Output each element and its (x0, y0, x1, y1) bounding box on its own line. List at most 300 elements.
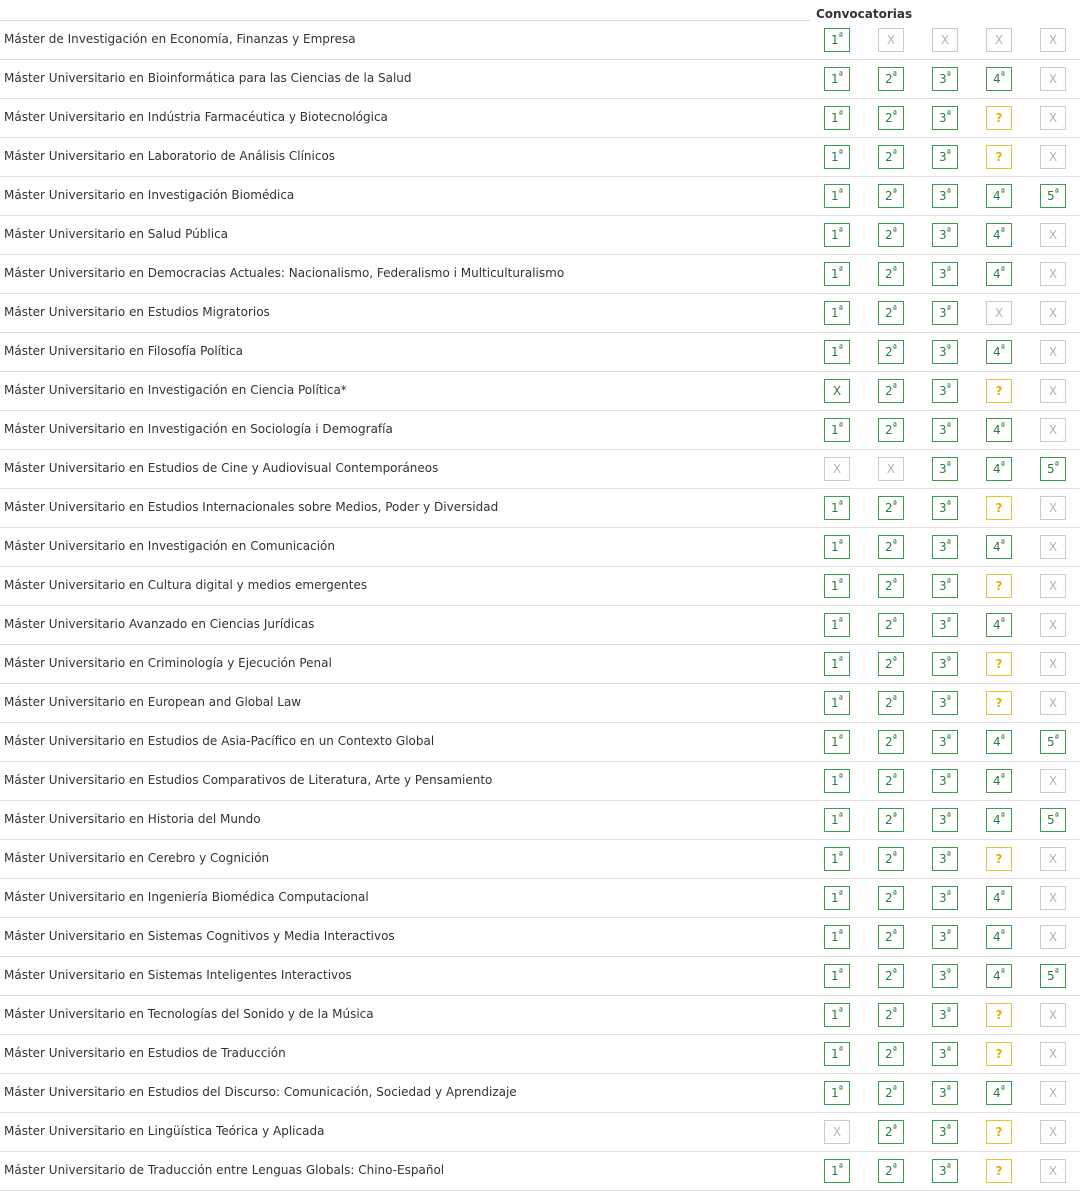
ordinal-suffix: ª (838, 344, 843, 354)
convocatoria-badge-ok: $1^ª$ (824, 613, 850, 637)
ordinal-suffix: ª (1000, 773, 1005, 783)
convocatoria-badge-none: X (1040, 1081, 1066, 1105)
convocatoria-cell (864, 294, 918, 333)
convocatoria-badge-pending: ? (986, 1003, 1012, 1027)
convocatoria-badge-ok: $2^ª$ (878, 730, 904, 754)
convocatoria-badge-pending: ? (986, 106, 1012, 130)
convocatoria-badge-none: X (1040, 340, 1066, 364)
ordinal-suffix: ª (838, 968, 843, 978)
table-row (0, 333, 1080, 372)
convocatoria-cell (864, 489, 918, 528)
convocatoria-cell (918, 372, 972, 411)
program-name: Máster Universitario en Cerebro y Cognición (0, 840, 810, 879)
ordinal-suffix: ª (946, 851, 951, 861)
ordinal-suffix: ª (892, 188, 897, 198)
convocatoria-cell (864, 216, 918, 255)
convocatoria-cell (1026, 801, 1080, 840)
ordinal-suffix: ª (946, 110, 951, 120)
convocatoria-badge-none: X (932, 28, 958, 52)
ordinal-suffix: ª (946, 266, 951, 276)
table-row (0, 99, 1080, 138)
convocatoria-badge-none: X (1040, 847, 1066, 871)
ordinal-suffix: ª (1000, 929, 1005, 939)
ordinal-suffix: ª (892, 110, 897, 120)
convocatoria-cell (918, 840, 972, 879)
convocatoria-cell (1026, 450, 1080, 489)
convocatoria-cell (810, 801, 864, 840)
convocatoria-badge-none: X (878, 457, 904, 481)
convocatoria-cell (1026, 294, 1080, 333)
program-name: Máster Universitario en Estudios Migratorios (0, 294, 810, 333)
ordinal-suffix: ª (838, 929, 843, 939)
convocatoria-badge-ok: $1^ª$ (824, 1081, 850, 1105)
convocatoria-cell (864, 1074, 918, 1113)
convocatoria-badge-ok: $3^ª$ (932, 769, 958, 793)
program-name: Máster Universitario en Investigación Biomédica (0, 177, 810, 216)
convocatoria-badge-ok: $2^ª$ (878, 964, 904, 988)
convocatoria-badge-ok: $3^ª$ (932, 418, 958, 442)
ordinal-suffix: ª (838, 851, 843, 861)
convocatoria-cell (918, 411, 972, 450)
ordinal-suffix: ª (838, 1007, 843, 1017)
table-row (0, 294, 1080, 333)
convocatoria-cell (972, 294, 1026, 333)
table-row (0, 840, 1080, 879)
convocatoria-badge-none: X (1040, 769, 1066, 793)
convocatoria-badge-ok: $1^ª$ (824, 691, 850, 715)
convocatoria-cell (810, 489, 864, 528)
convocatoria-cell (810, 21, 864, 60)
ordinal-suffix: ª (838, 1085, 843, 1095)
program-name: Máster Universitario en Estudios de Traducción (0, 1035, 810, 1074)
ordinal-suffix: ª (892, 344, 897, 354)
convocatoria-cell (810, 99, 864, 138)
convocatoria-cell (918, 801, 972, 840)
convocatoria-badge-ok: $4^ª$ (986, 535, 1012, 559)
ordinal-suffix: ª (838, 149, 843, 159)
convocatoria-cell (864, 645, 918, 684)
convocatoria-badge-ok: $1^ª$ (824, 67, 850, 91)
convocatoria-badge-ok: $1^ª$ (824, 652, 850, 676)
ordinal-suffix: ª (1000, 266, 1005, 276)
ordinal-suffix: ª (838, 227, 843, 237)
convocatoria-cell (972, 996, 1026, 1035)
convocatoria-cell (972, 489, 1026, 528)
convocatoria-badge-pending: ? (986, 145, 1012, 169)
ordinal-suffix: ª (946, 539, 951, 549)
ordinal-suffix: ª (892, 539, 897, 549)
convocatoria-badge-ok: $1^ª$ (824, 106, 850, 130)
convocatoria-cell (810, 60, 864, 99)
ordinal-suffix: ª (892, 890, 897, 900)
convocatoria-cell (864, 177, 918, 216)
convocatoria-cell (864, 528, 918, 567)
program-name: Máster Universitario en Democracias Actuales: Nacionalismo, Federalismo i Multiculturalismo (0, 255, 810, 294)
convocatoria-badge-ok: $2^ª$ (878, 808, 904, 832)
convocatoria-cell (972, 177, 1026, 216)
program-name: Máster Universitario en Tecnologías del Sonido y de la Música (0, 996, 810, 1035)
table-row (0, 645, 1080, 684)
ordinal-suffix: ª (892, 305, 897, 315)
convocatoria-badge-ok: $2^ª$ (878, 535, 904, 559)
ordinal-suffix: ª (1000, 344, 1005, 354)
convocatoria-cell (918, 1035, 972, 1074)
convocatoria-cell (1026, 372, 1080, 411)
convocatoria-badge-ok: $1^ª$ (824, 964, 850, 988)
convocatoria-badge-ok: $1^ª$ (824, 847, 850, 871)
table-row (0, 216, 1080, 255)
convocatoria-badge-ok: $2^ª$ (878, 418, 904, 442)
convocatoria-cell (864, 879, 918, 918)
ordinal-suffix: ª (892, 1007, 897, 1017)
program-name: Máster Universitario en Investigación en Ciencia Política* (0, 372, 810, 411)
convocatoria-cell (1026, 1035, 1080, 1074)
ordinal-suffix: ª (892, 773, 897, 783)
convocatoria-cell (972, 333, 1026, 372)
convocatoria-badge-ok: $2^ª$ (878, 1081, 904, 1105)
convocatoria-badge-none: X (1040, 418, 1066, 442)
convocatoria-cell (972, 138, 1026, 177)
ordinal-suffix: ª (838, 1046, 843, 1056)
convocatoria-badge-ok: $4^ª$ (986, 613, 1012, 637)
table-row (0, 957, 1080, 996)
convocatoria-badge-none: X (1040, 535, 1066, 559)
ordinal-suffix: ª (892, 1046, 897, 1056)
table-row (0, 21, 1080, 60)
ordinal-suffix: ª (838, 110, 843, 120)
table-row (0, 60, 1080, 99)
convocatoria-badge-ok: $2^ª$ (878, 1120, 904, 1144)
convocatoria-cell (918, 294, 972, 333)
convocatoria-badge-none: X (824, 457, 850, 481)
table-row (0, 177, 1080, 216)
convocatoria-badge-none: X (1040, 925, 1066, 949)
convocatoria-badge-none: X (1040, 106, 1066, 130)
convocatoria-badge-ok: $2^ª$ (878, 379, 904, 403)
convocatoria-badge-ok: $1^ª$ (824, 925, 850, 949)
convocatoria-cell (918, 216, 972, 255)
ordinal-suffix: ª (946, 773, 951, 783)
convocatoria-cell (1026, 918, 1080, 957)
ordinal-suffix: ª (1054, 461, 1059, 471)
table-row (0, 723, 1080, 762)
convocatoria-badge-ok: $3^ª$ (932, 184, 958, 208)
ordinal-suffix: ª (946, 344, 951, 354)
convocatoria-cell (810, 996, 864, 1035)
convocatoria-badge-ok: $3^ª$ (932, 613, 958, 637)
convocatoria-badge-none: X (986, 28, 1012, 52)
convocatoria-cell (1026, 1152, 1080, 1191)
ordinal-suffix: ª (838, 1163, 843, 1173)
convocatoria-badge-none: X (878, 28, 904, 52)
table-row (0, 801, 1080, 840)
ordinal-suffix: ª (838, 188, 843, 198)
convocatoria-cell (918, 723, 972, 762)
table-row (0, 411, 1080, 450)
convocatoria-cell (864, 372, 918, 411)
convocatoria-badge-ok: $1^ª$ (824, 574, 850, 598)
convocatoria-badge-none: X (1040, 379, 1066, 403)
convocatoria-badge-ok: $4^ª$ (986, 769, 1012, 793)
ordinal-suffix: ª (1000, 422, 1005, 432)
program-name: Máster Universitario en Filosofía Política (0, 333, 810, 372)
convocatoria-cell (810, 645, 864, 684)
ordinal-suffix: ª (892, 266, 897, 276)
convocatoria-badge-none: X (1040, 1120, 1066, 1144)
ordinal-suffix: ª (1054, 734, 1059, 744)
ordinal-suffix: ª (946, 149, 951, 159)
convocatoria-badge-ok: $2^ª$ (878, 847, 904, 871)
convocatoria-cell (864, 918, 918, 957)
ordinal-suffix: ª (1000, 968, 1005, 978)
convocatoria-cell (864, 21, 918, 60)
convocatoria-cell (972, 567, 1026, 606)
program-name: Máster Universitario en Sistemas Inteligentes Interactivos (0, 957, 810, 996)
convocatoria-cell (1026, 255, 1080, 294)
convocatoria-badge-ok: $2^ª$ (878, 886, 904, 910)
convocatoria-badge-ok: $2^ª$ (878, 496, 904, 520)
convocatoria-cell (972, 606, 1026, 645)
ordinal-suffix: ª (838, 422, 843, 432)
convocatoria-cell (972, 840, 1026, 879)
program-name: Máster Universitario en Cultura digital y medios emergentes (0, 567, 810, 606)
ordinal-suffix: ª (838, 812, 843, 822)
convocatoria-cell (1026, 99, 1080, 138)
ordinal-suffix: ª (946, 1124, 951, 1134)
convocatoria-cell (864, 411, 918, 450)
convocatoria-badge-ok: $3^ª$ (932, 925, 958, 949)
convocatoria-badge-ok: X (824, 379, 850, 403)
convocatoria-cell (1026, 723, 1080, 762)
program-name: Máster Universitario en Estudios del Discurso: Comunicación, Sociedad y Aprendizaje (0, 1074, 810, 1113)
convocatoria-badge-ok: $1^ª$ (824, 418, 850, 442)
convocatoria-badge-none: X (1040, 262, 1066, 286)
table-row (0, 684, 1080, 723)
convocatoria-badge-ok: $2^ª$ (878, 925, 904, 949)
convocatoria-cell (972, 645, 1026, 684)
ordinal-suffix: ª (892, 1163, 897, 1173)
convocatoria-badge-ok: $2^ª$ (878, 1042, 904, 1066)
convocatoria-cell (810, 450, 864, 489)
convocatoria-badge-ok: $4^ª$ (986, 340, 1012, 364)
convocatoria-cell (810, 879, 864, 918)
convocatoria-cell (972, 216, 1026, 255)
program-name: Máster Universitario en Indústria Farmacéutica y Biotecnológica (0, 99, 810, 138)
convocatoria-badge-ok: $3^ª$ (932, 1081, 958, 1105)
convocatoria-cell (918, 333, 972, 372)
convocatoria-cell (972, 1152, 1026, 1191)
convocatoria-cell (1026, 684, 1080, 723)
convocatoria-cell (810, 762, 864, 801)
convocatoria-cell (1026, 411, 1080, 450)
ordinal-suffix: ª (838, 539, 843, 549)
convocatoria-badge-none: X (824, 1120, 850, 1144)
ordinal-suffix: ª (1000, 617, 1005, 627)
convocatoria-badge-ok: $3^ª$ (932, 964, 958, 988)
ordinal-suffix: ª (892, 734, 897, 744)
convocatoria-cell (972, 60, 1026, 99)
convocatoria-badge-ok: $4^ª$ (986, 1081, 1012, 1105)
ordinal-suffix: ª (838, 773, 843, 783)
convocatoria-cell (810, 333, 864, 372)
convocatoria-cell (918, 1152, 972, 1191)
convocatoria-cell (810, 1152, 864, 1191)
convocatoria-badge-ok: $1^ª$ (824, 535, 850, 559)
program-name: Máster Universitario en Salud Pública (0, 216, 810, 255)
convocatoria-cell (972, 255, 1026, 294)
convocatoria-cell (864, 333, 918, 372)
convocatoria-cell (972, 957, 1026, 996)
convocatoria-cell (1026, 996, 1080, 1035)
convocatoria-cell (810, 723, 864, 762)
convocatoria-badge-ok: $1^ª$ (824, 730, 850, 754)
program-name: Máster Universitario en Estudios Comparativos de Literatura, Arte y Pensamiento (0, 762, 810, 801)
program-name: Máster Universitario en Bioinformática para las Ciencias de la Salud (0, 60, 810, 99)
convocatoria-badge-ok: $3^ª$ (932, 496, 958, 520)
convocatoria-cell (972, 21, 1026, 60)
ordinal-suffix: ª (892, 695, 897, 705)
convocatoria-badge-ok: $3^ª$ (932, 886, 958, 910)
convocatoria-cell (918, 606, 972, 645)
convocatoria-cell (972, 450, 1026, 489)
convocatoria-badge-pending: ? (986, 574, 1012, 598)
convocatoria-badge-none: X (1040, 613, 1066, 637)
ordinal-suffix: ª (1000, 461, 1005, 471)
convocatoria-cell (972, 372, 1026, 411)
ordinal-suffix: ª (946, 422, 951, 432)
convocatoria-badge-ok: $3^ª$ (932, 106, 958, 130)
convocatoria-badge-ok: $3^ª$ (932, 847, 958, 871)
convocatoria-cell (972, 801, 1026, 840)
convocatoria-cell (1026, 333, 1080, 372)
convocatoria-cell (918, 1074, 972, 1113)
convocatoria-badge-ok: $4^ª$ (986, 418, 1012, 442)
convocatoria-badge-ok: $1^ª$ (824, 808, 850, 832)
convocatoria-badge-pending: ? (986, 1042, 1012, 1066)
convocatoria-cell (810, 1035, 864, 1074)
ordinal-suffix: ª (838, 734, 843, 744)
convocatoria-cell (810, 918, 864, 957)
ordinal-suffix: ª (892, 812, 897, 822)
convocatoria-cell (864, 723, 918, 762)
convocatoria-cell (918, 1113, 972, 1152)
ordinal-suffix: ª (946, 305, 951, 315)
convocatoria-cell (1026, 957, 1080, 996)
program-name: Máster Universitario en Investigación en Comunicación (0, 528, 810, 567)
table-row (0, 138, 1080, 177)
ordinal-suffix: ª (946, 1163, 951, 1173)
convocatoria-badge-ok: $3^ª$ (932, 262, 958, 286)
convocatoria-cell (1026, 138, 1080, 177)
ordinal-suffix: ª (1000, 227, 1005, 237)
ordinal-suffix: ª (892, 851, 897, 861)
convocatoria-cell (864, 1113, 918, 1152)
table-body (0, 21, 1080, 1191)
convocatoria-cell (918, 21, 972, 60)
convocatoria-cell (864, 762, 918, 801)
ordinal-suffix: ª (1000, 539, 1005, 549)
convocatoria-cell (810, 255, 864, 294)
ordinal-suffix: ª (892, 383, 897, 393)
convocatoria-badge-ok: $2^ª$ (878, 340, 904, 364)
convocatoria-cell (810, 138, 864, 177)
convocatoria-cell (1026, 489, 1080, 528)
convocatoria-cell (1026, 606, 1080, 645)
convocatoria-badge-ok: $4^ª$ (986, 808, 1012, 832)
ordinal-suffix: ª (1054, 188, 1059, 198)
convocatoria-badge-pending: ? (986, 1159, 1012, 1183)
ordinal-suffix: ª (892, 227, 897, 237)
table-row (0, 255, 1080, 294)
convocatoria-cell (864, 255, 918, 294)
convocatoria-cell (864, 60, 918, 99)
ordinal-suffix: ª (892, 968, 897, 978)
ordinal-suffix: ª (946, 695, 951, 705)
convocatoria-cell (918, 528, 972, 567)
table-row (0, 1152, 1080, 1191)
ordinal-suffix: ª (838, 656, 843, 666)
convocatoria-cell (1026, 216, 1080, 255)
convocatoria-cell (918, 138, 972, 177)
convocatoria-cell (1026, 21, 1080, 60)
convocatoria-cell (918, 99, 972, 138)
ordinal-suffix: ª (838, 890, 843, 900)
convocatoria-badge-pending: ? (986, 496, 1012, 520)
convocatoria-cell (1026, 1113, 1080, 1152)
ordinal-suffix: ª (946, 890, 951, 900)
convocatoria-badge-ok: $3^ª$ (932, 145, 958, 169)
ordinal-suffix: ª (892, 71, 897, 81)
convocatoria-badge-ok: $1^ª$ (824, 145, 850, 169)
convocatoria-cell (864, 567, 918, 606)
program-name: Máster Universitario en Lingüística Teórica y Aplicada (0, 1113, 810, 1152)
ordinal-suffix: ª (946, 461, 951, 471)
program-name: Máster Universitario en Ingeniería Biomédica Computacional (0, 879, 810, 918)
program-name: Máster Universitario en Estudios Internacionales sobre Medios, Poder y Diversidad (0, 489, 810, 528)
ordinal-suffix: ª (838, 695, 843, 705)
program-name: Máster de Investigación en Economía, Finanzas y Empresa (0, 21, 810, 60)
convocatoria-badge-ok: $4^ª$ (986, 964, 1012, 988)
program-name: Máster Universitario en Laboratorio de Análisis Clínicos (0, 138, 810, 177)
convocatoria-cell (972, 723, 1026, 762)
table-row (0, 528, 1080, 567)
convocatoria-badge-ok: $2^ª$ (878, 574, 904, 598)
program-name: Máster Universitario en Sistemas Cognitivos y Media Interactivos (0, 918, 810, 957)
convocatoria-badge-ok: $3^ª$ (932, 1003, 958, 1027)
table-row (0, 489, 1080, 528)
program-name: Máster Universitario en Estudios de Cine y Audiovisual Contemporáneos (0, 450, 810, 489)
convocatoria-cell (972, 411, 1026, 450)
ordinal-suffix: ª (1000, 188, 1005, 198)
convocatoria-badge-ok: $2^ª$ (878, 769, 904, 793)
convocatoria-cell (864, 957, 918, 996)
ordinal-suffix: ª (892, 656, 897, 666)
ordinal-suffix: ª (946, 1046, 951, 1056)
convocatoria-badge-pending: ? (986, 691, 1012, 715)
convocatoria-cell (864, 138, 918, 177)
ordinal-suffix: ª (1054, 812, 1059, 822)
convocatoria-cell (810, 528, 864, 567)
convocatoria-cell (864, 1152, 918, 1191)
convocatoria-badge-none: X (1040, 1042, 1066, 1066)
ordinal-suffix: ª (838, 500, 843, 510)
convocatoria-badge-ok: $1^ª$ (824, 496, 850, 520)
ordinal-suffix: ª (892, 422, 897, 432)
ordinal-suffix: ª (1000, 812, 1005, 822)
convocatoria-badge-ok: $2^ª$ (878, 613, 904, 637)
ordinal-suffix: ª (946, 968, 951, 978)
convocatoria-badge-ok: $1^ª$ (824, 769, 850, 793)
